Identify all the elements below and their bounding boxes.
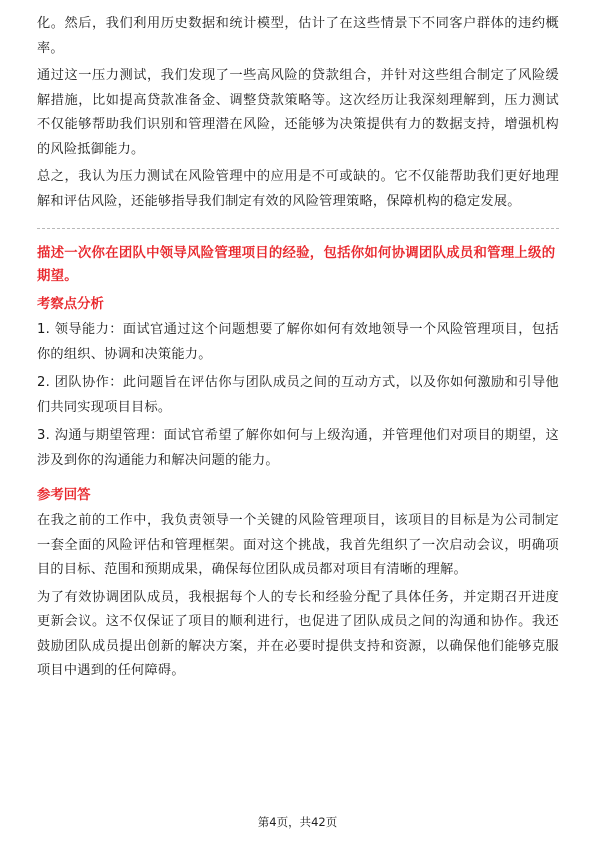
page-number-footer: 第4页，共42页 (257, 815, 338, 829)
body-paragraph: 总之，我认为压力测试在风险管理中的应用是不可或缺的。它不仅能帮助我们更好地理解和评估风险，还能够指导我们制定有效的风险管理策略，保障机构的稳定发展。 (37, 169, 559, 209)
analysis-item: 3. 沟通与期望管理：面试官希望了解你如何与上级沟通，并管理他们对项目的期望，这涉及到你的沟通能力和解决问题的能力。 (37, 428, 559, 468)
answer-heading: 参考回答 (37, 488, 91, 503)
answer-section (37, 485, 559, 684)
analysis-item: 2. 团队协作：此问题旨在评估你与团队成员之间的互动方式，以及你如何激励和引导他们共同实现项目目标。 (37, 375, 559, 415)
body-paragraph: 化。然后，我们利用历史数据和统计模型，估计了在这些情景下不同客户群体的违约概率。 (37, 16, 559, 56)
answer-paragraph: 在我之前的工作中，我负责领导一个关键的风险管理项目，该项目的目标是为公司制定一套全面的风险评估和管理框架。面对这个挑战，我首先组织了一次启动会议，明确项目的目标、范围和预期成果，确保每位团队成员都对项目有清晰的理解。 (37, 513, 559, 577)
body-paragraph: 通过这一压力测试，我们发现了一些高风险的贷款组合，并针对这些组合制定了风险缓解措施，比如提高贷款准备金、调整贷款策略等。这次经历让我深刻理解到，压力测试不仅能够帮助我们识别和管理潜在风险，还能够为决策提供有力的数据支持，增强机构的风险抵御能力。 (37, 68, 559, 157)
answer-paragraph: 为了有效协调团队成员，我根据每个人的专长和经验分配了具体任务，并定期召开进度更新会议。这不仅保证了项目的顺利进行，也促进了团队成员之间的沟通和协作。我还鼓励团队成员提出创新的解决方案，并在必要时提供支持和资源，以确保他们能够克服项目中遇到的任何障碍。 (37, 589, 559, 678)
interview-question: 描述一次你在团队中领导风险管理项目的经验，包括你如何协调团队成员和管理上级的期望。 (37, 246, 556, 284)
analysis-section (37, 294, 559, 473)
analysis-heading: 考察点分析 (37, 297, 104, 312)
question-section (37, 228, 559, 684)
analysis-item: 1. 领导能力：面试官通过这个问题想要了解你如何有效地领导一个风险管理项目，包括你的组织、协调和决策能力。 (37, 322, 559, 362)
document-page (37, 12, 559, 687)
